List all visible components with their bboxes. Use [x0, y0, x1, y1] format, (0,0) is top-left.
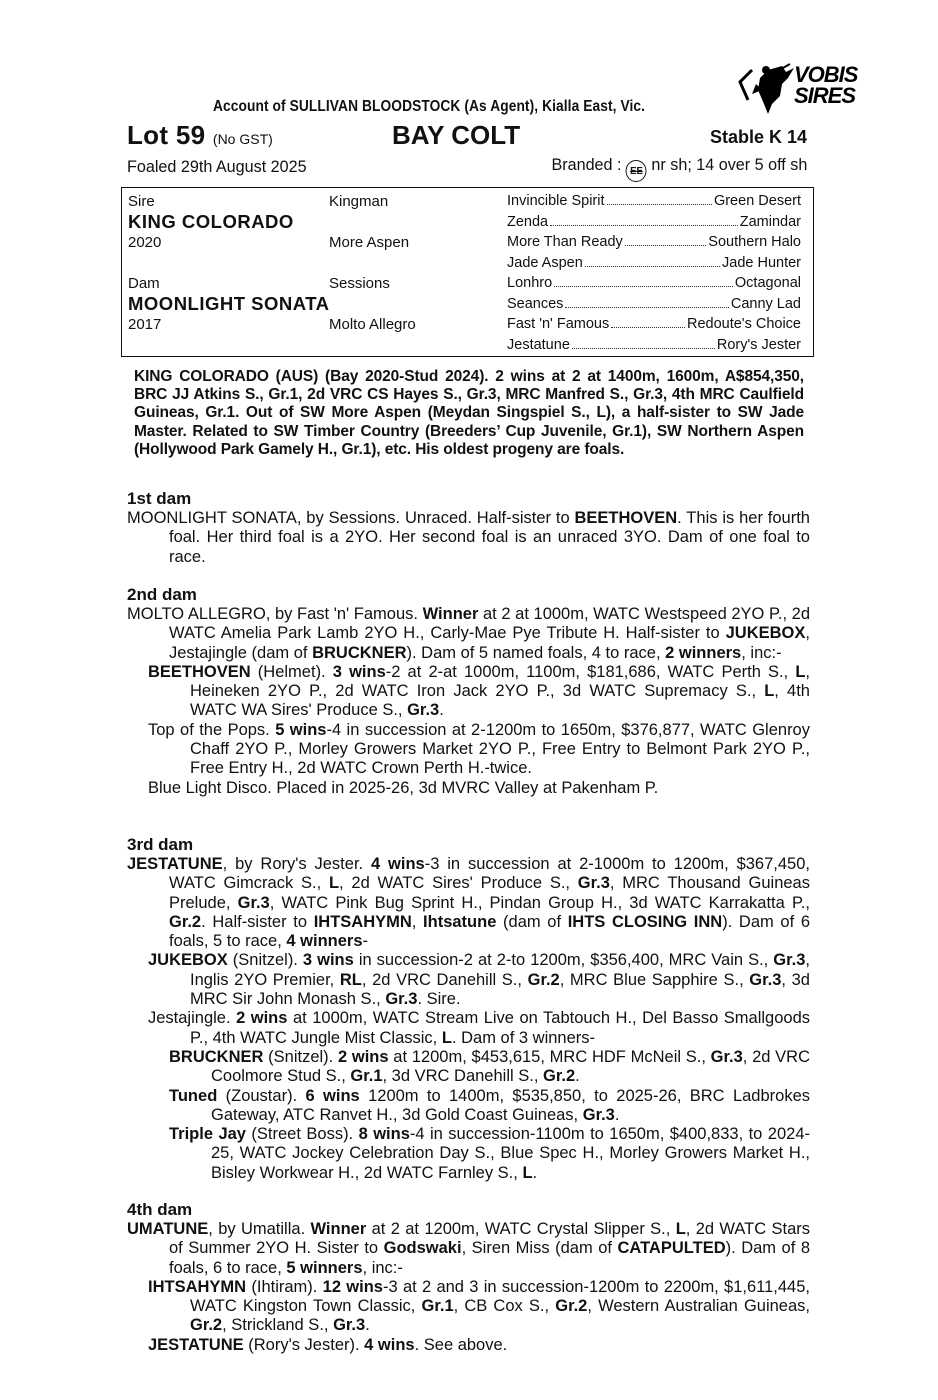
pedigree-gen3-row: [507, 255, 801, 271]
dam-name: MOONLIGHT SONATA: [128, 293, 330, 314]
dam-dam: Molto Allegro: [329, 316, 416, 333]
gen3-right: Rory's Jester: [716, 337, 801, 353]
highlight-text: L: [675, 1220, 686, 1238]
pedigree-gen3-row: [507, 234, 801, 250]
highlight-text: JESTATUNE: [127, 855, 223, 873]
entry-text: , WATC Pink Bug Sprint H., Pindan Group H., 3d WATC Karrakatta P.,: [269, 893, 810, 912]
entry-text: , inc:-: [362, 1258, 403, 1277]
section-entries: [127, 509, 810, 567]
sire-label: Sire: [128, 193, 155, 210]
entry-text: , inc:-: [741, 643, 782, 662]
pedigree-entry: [148, 1009, 810, 1048]
pedigree-entry: [127, 1220, 810, 1278]
highlight-text: BRUCKNER: [169, 1047, 264, 1066]
highlight-text: Gr.1: [421, 1297, 454, 1316]
entry-text: , Heineken 2YO P., 2d WATC Iron Jack 2YO P., 3d WATC Supremacy S.,: [190, 662, 811, 701]
highlight-text: IHTSAHYMN: [313, 912, 412, 931]
entry-text: . Sire.: [417, 990, 461, 1009]
entry-text: , 2d VRC Coolmore Stud S.,: [211, 1047, 810, 1086]
pedigree-entry: [127, 605, 810, 663]
sire-summary: KING COLORADO (AUS) (Bay 2020-Stud 2024). 2 wins at 2 at 1400m, 1600m, A$854,350, BRC JJ Atkins S., Gr.1, 2d VRC CS Hayes S., Gr.3, MRC Manfred S., Gr.3, 4th MRC Caulfield Guineas, Gr.1. Out of SW More Aspen (Meydan Singspiel S., L), a half-sister to SW Jade Master. Related to SW Timber Country (Breeders’ Cup Juvenile, Gr.1), SW Northern Aspen (Hollywood Park Gamely H., Gr.1), etc. His oldest progeny are foals.: [134, 368, 804, 458]
highlight-text: L: [764, 682, 775, 701]
highlight-text: 5 wins: [275, 720, 327, 739]
entry-text: , Strickland S.,: [222, 1316, 334, 1335]
gen3-right: Octagonal: [734, 275, 801, 291]
section-entries: [127, 1220, 810, 1355]
entry-text: -3 at 2 and 3 in succession-1200m to 2200m, $1,611,445, WATC Kingston Town Classic,: [190, 1277, 810, 1316]
highlight-text: JESTATUNE: [148, 1335, 244, 1354]
gen3-left: Fast 'n' Famous: [507, 316, 610, 332]
highlight-text: 3 wins: [332, 662, 386, 681]
entry-text: MOLTO ALLEGRO, by Fast 'n' Famous.: [127, 605, 423, 623]
highlight-text: 3 wins: [302, 951, 354, 970]
entry-text: -: [362, 932, 369, 951]
section-title: 1st dam: [127, 489, 192, 508]
pedigree-entry: [127, 855, 810, 951]
highlight-text: 2 wins: [337, 1047, 389, 1066]
entry-text: at 2 at 1000m, WATC Westspeed 2YO P., 2d WATC Amelia Park Lamb 2YO H., Carly-Mae Pye Tribute H. Half-sister to: [169, 605, 811, 643]
entry-text: , Jestajingle (dam of: [169, 624, 810, 662]
pedigree-gen3-row: [507, 316, 801, 332]
highlight-text: 12 wins: [322, 1277, 383, 1296]
highlight-text: JUKEBOX: [148, 951, 228, 970]
highlight-text: 8 wins: [358, 1125, 410, 1144]
entry-text: at 1200m, $453,615, MRC HDF McNeil S.,: [388, 1047, 711, 1066]
branded-text: nr sh; 14 over 5 off sh: [651, 155, 807, 174]
entry-text: .: [439, 701, 444, 720]
dam-label: Dam: [128, 275, 160, 292]
highlight-text: L: [328, 874, 340, 893]
entry-text: . Dam of 3 winners-: [451, 1028, 595, 1047]
entry-text: (Snitzel).: [263, 1047, 338, 1066]
section-title: 3rd dam: [127, 835, 194, 854]
entry-text: (Helmet).: [250, 662, 333, 681]
entry-text: Jestajingle.: [148, 1009, 237, 1028]
highlight-text: Gr.1: [350, 1067, 383, 1086]
logo-line-1: VOBIS: [794, 62, 858, 87]
highlight-text: 5 winners: [286, 1258, 363, 1277]
section-entries: [127, 605, 810, 798]
gen3-left: Seances: [507, 296, 564, 312]
entry-text: .: [575, 1067, 580, 1086]
highlight-text: Gr.3: [385, 990, 418, 1009]
pedigree-entry: [148, 1278, 810, 1336]
entry-text: , 2d WATC Sires' Produce S.,: [339, 874, 578, 893]
entry-text: ). Dam of 6 foals, 5 to race,: [169, 912, 811, 951]
highlight-text: BRUCKNER: [312, 643, 407, 662]
highlight-text: Gr.3: [749, 970, 782, 989]
highlight-text: Gr.3: [773, 951, 806, 970]
gst-note: (No GST): [212, 131, 273, 147]
highlight-text: BEETHOVEN: [574, 509, 678, 527]
entry-text: . Half-sister to: [201, 912, 314, 931]
horse-description: BAY COLT: [392, 120, 521, 150]
highlight-text: Gr.3: [237, 893, 270, 912]
entry-text: , 3d VRC Danehill S.,: [382, 1067, 544, 1086]
lot-label: Lot 59: [127, 120, 206, 150]
entry-text: (dam of: [496, 912, 568, 931]
highlight-text: Gr.2: [543, 1067, 576, 1086]
pedigree-entry: [148, 1336, 810, 1355]
pedigree-gen3-row: [507, 275, 801, 291]
pedigree-entry: [148, 663, 810, 721]
entry-text: , Western Australian Guineas,: [587, 1297, 810, 1316]
entry-text: , 2d VRC Danehill S.,: [361, 970, 528, 989]
highlight-text: Gr.2: [555, 1297, 588, 1316]
pedigree-gen3-row: [507, 296, 801, 312]
pedigree-entry: [127, 509, 810, 567]
gen3-left: More Than Ready: [507, 234, 623, 250]
highlight-text: 2 wins: [236, 1009, 288, 1028]
highlight-text: Gr.3: [407, 701, 440, 720]
entry-text: (Snitzel).: [227, 951, 303, 970]
highlight-text: Triple Jay: [169, 1125, 246, 1144]
entry-text: -2 at 2-at 1000m, 1100m, $181,686, WATC Perth S.,: [385, 662, 796, 681]
section-4th-dam: [127, 1200, 810, 1355]
pedigree-entry: [169, 1048, 810, 1087]
highlight-text: Winner: [310, 1220, 367, 1238]
highlight-text: Gr.3: [333, 1316, 366, 1335]
highlight-text: 6 wins: [305, 1086, 360, 1105]
gen3-right: Zamindar: [739, 214, 801, 230]
gen3-right: Redoute's Choice: [686, 316, 801, 332]
highlight-text: Gr.3: [710, 1047, 743, 1066]
highlight-text: Winner: [422, 605, 479, 623]
sire-sire: Kingman: [329, 193, 389, 210]
highlight-text: Gr.2: [190, 1316, 223, 1335]
pedigree-entry: [148, 779, 810, 798]
highlight-text: IHTSAHYMN: [148, 1277, 247, 1296]
highlight-text: Ihtsatune: [423, 912, 497, 931]
sire-name: KING COLORADO: [128, 211, 294, 232]
gen3-right: Southern Halo: [708, 234, 801, 250]
entry-text: , MRC Thousand Guineas Prelude,: [169, 874, 810, 912]
pedigree-gen3-row: [507, 193, 801, 209]
pedigree-entry: [169, 1087, 810, 1126]
entry-text: , Siren Miss (dam of: [461, 1239, 618, 1258]
entry-text: Top of the Pops.: [148, 720, 276, 739]
gen3-left: Jade Aspen: [507, 255, 583, 271]
entry-text: , by Rory's Jester.: [222, 855, 371, 873]
entry-text: (Ihtiram).: [246, 1277, 323, 1296]
highlight-text: Gr.3: [582, 1105, 615, 1124]
entry-text: . See above.: [414, 1335, 508, 1354]
entry-text: in succession-2 at 2-to 1200m, $356,400, MRC Vain S.,: [353, 951, 774, 970]
entry-text: .: [532, 1163, 538, 1182]
entry-text: -4 in succession at 2-1200m to 1650m, $376,877, WATC Glenroy Chaff 2YO P., Morley Growers Market 2YO P., Free Entry to Belmont Park 2YO P., Free Entry H., 2d WATC Crown Perth H.-twice.: [190, 720, 810, 778]
entry-text: Blue Light Disco. Placed in 2025-26, 3d MVRC Valley at Pakenham P.: [148, 778, 659, 797]
highlight-text: Godswaki: [383, 1239, 462, 1258]
lot-header: [127, 120, 810, 150]
entry-text: 1200m to 1400m, $535,850, to 2025-26, BRC Ladbrokes Gateway, ATC Ranvet H., 3d Gold Coast Guineas,: [211, 1086, 811, 1124]
highlight-text: UMATUNE: [127, 1220, 209, 1238]
gen3-left: Lonhro: [507, 275, 553, 291]
entry-text: (Rory's Jester).: [243, 1335, 365, 1354]
vendor-account: Account of SULLIVAN BLOODSTOCK (As Agent), Kialla East, Vic.: [213, 98, 646, 115]
highlight-text: L: [522, 1163, 533, 1182]
entry-text: -3 in succession at 2-1000m to 1200m, $367,450, WATC Gimcrack S.,: [169, 855, 810, 893]
entry-text: , Inglis 2YO Premier,: [190, 951, 810, 989]
highlight-text: 4 wins: [370, 855, 425, 873]
gen3-left: Invincible Spirit: [507, 193, 605, 209]
entry-text: , CB Cox S.,: [453, 1297, 556, 1316]
entry-text: , 4th WATC WA Sires' Produce S.,: [190, 682, 810, 720]
entry-text: at 1000m, WATC Stream Live on Tabtouch H., Del Basso Smallgoods P., 4th WATC Jungle Mist Classic,: [190, 1009, 810, 1047]
highlight-text: Tuned: [169, 1086, 218, 1105]
highlight-text: 4 wins: [364, 1335, 415, 1354]
pedigree-entry: [148, 721, 810, 779]
entry-text: ). Dam of 8 foals, 6 to race,: [169, 1239, 810, 1277]
dam-sire: Sessions: [329, 275, 390, 292]
pedigree-gen3-row: [507, 214, 801, 230]
branding: [551, 155, 807, 182]
sire-dam: More Aspen: [329, 234, 410, 251]
pedigree-gen3-row: [507, 337, 801, 353]
gen3-left: Zenda: [507, 214, 549, 230]
highlight-text: Gr.3: [577, 874, 610, 893]
gen3-left: Jestatune: [507, 337, 570, 353]
dam-year: 2017: [128, 316, 162, 333]
highlight-text: CATAPULTED: [617, 1239, 726, 1258]
pedigree-table: [121, 187, 814, 357]
horse-and-jockey-icon: [738, 60, 796, 116]
stable-location: Stable K 14: [709, 127, 807, 147]
entry-text: . This is her fourth foal. Her third foal is a 2YO. Her second foal is an unraced 3YO. Dam of one foal to race.: [169, 509, 810, 566]
entry-text: , 2d WATC Stars of Summer 2YO H. Sister to: [169, 1220, 810, 1258]
section-3rd-dam: [127, 835, 810, 1183]
entry-text: ). Dam of 5 named foals, 4 to race,: [406, 643, 666, 662]
entry-text: ,: [411, 912, 424, 931]
entry-text: -4 in succession-1100m to 1650m, $400,833, to 2024-25, WATC Jockey Celebration Day S., Blue Spec H., Morley Growers Market H., Bisley Workwear H., 2d WATC Farnley S.,: [211, 1125, 810, 1182]
brand-mark-icon: EE: [626, 160, 647, 182]
gen3-right: Jade Hunter: [722, 255, 801, 271]
section-2nd-dam: [127, 585, 810, 798]
section-title: 2nd dam: [127, 585, 197, 604]
section-entries: [127, 855, 810, 1183]
highlight-text: RL: [339, 970, 362, 989]
entry-text: (Zoustar).: [217, 1086, 306, 1105]
vobis-sires-logo: [738, 60, 878, 116]
lot-number: [127, 120, 273, 151]
foaled-date: Foaled 29th August 2025: [127, 157, 307, 176]
entry-text: , by Umatilla.: [208, 1220, 311, 1238]
entry-text: (Street Boss).: [245, 1125, 359, 1144]
entry-text: , MRC Blue Sapphire S.,: [559, 970, 750, 989]
highlight-text: 2 winners: [665, 643, 742, 662]
highlight-text: 4 winners: [286, 932, 363, 951]
entry-text: at 2 at 1200m, WATC Crystal Slipper S.,: [366, 1220, 676, 1238]
section-1st-dam: [127, 489, 810, 567]
highlight-text: L: [441, 1028, 452, 1047]
highlight-text: JUKEBOX: [725, 624, 806, 643]
branded-label: Branded :: [551, 155, 622, 174]
highlight-text: Gr.2: [527, 970, 560, 989]
gen3-right: Green Desert: [713, 193, 801, 209]
highlight-text: BEETHOVEN: [148, 662, 251, 681]
entry-text: , 3d MRC Sir John Monash S.,: [190, 970, 810, 1009]
entry-text: .: [614, 1105, 620, 1124]
entry-text: .: [365, 1316, 370, 1335]
entry-text: MOONLIGHT SONATA, by Sessions. Unraced. Half-sister to: [127, 509, 575, 527]
pedigree-entry: [169, 1125, 810, 1183]
sire-year: 2020: [128, 234, 162, 251]
section-title: 4th dam: [127, 1200, 193, 1219]
pedigree-entry: [148, 951, 810, 1009]
highlight-text: Gr.2: [169, 912, 202, 931]
highlight-text: L: [795, 662, 806, 681]
logo-line-2: SIRES: [794, 83, 856, 108]
gen3-right: Canny Lad: [730, 296, 801, 312]
highlight-text: IHTS CLOSING INN: [567, 912, 723, 931]
